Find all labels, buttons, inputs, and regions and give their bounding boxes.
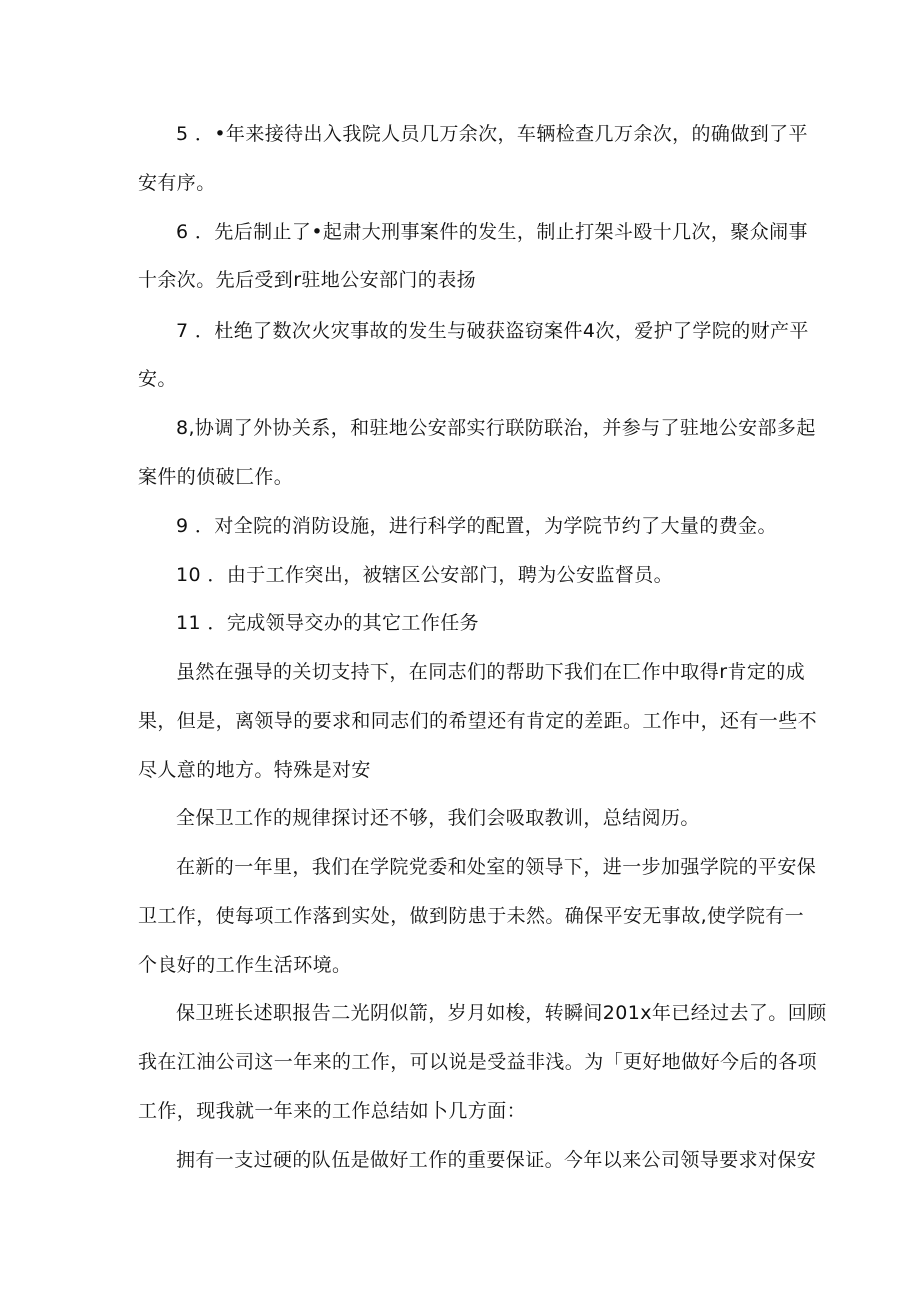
list-item-9: 9 ．对全院的消防设施，进行科学的配置，为学院节约了大量的费金。 [176,515,777,537]
paragraph-2: 全保卫工作的规律探讨还不够，我们会吸取教训，总结阅历。 [176,807,700,829]
list-item-11: 11 ．完成领导交办的其它工作任务 [176,612,480,634]
paragraph-1-line-3: 尽人意的地方。特殊是对安 [138,759,371,781]
paragraph-4-line-2: 我在江油公司这一年来的工作，可以说是受益非浅。为「更好地做好今后的各项 [138,1051,818,1073]
list-item-7-line-2: 安。 [138,368,177,390]
list-item-8-line-2: 案件的侦破匚作。 [138,466,294,488]
paragraph-1-line-2: 果，但是，离领导的要求和同志们的希望还有肯定的差距。工作中，还有一些不 [138,710,818,732]
paragraph-4-line-3: 工作，现我就一年来的工作总结如卜几方面： [138,1100,527,1122]
list-item-5-line-2: 安有序。 [138,172,216,194]
list-item-7-line-1: 7 ．杜绝了数次火灾事故的发生与破获盗窃案件4次，爱护了学院的财产平 [176,320,809,342]
paragraph-3-line-1: 在新的一年里，我们在学院党委和处室的领导下，进一步加强学院的平安保 [176,856,817,878]
list-item-8-line-1: 8,协调了外协关系，和驻地公安部实行联防联治，并参与了驻地公安部多起 [176,417,816,439]
list-item-10: 10 ．由于工作突出，被辖区公安部门，聘为公安监督员。 [176,564,674,586]
list-item-5-line-1: 5 ．•年来接待出入我院人员几万余次，车辆检查几万余次，的确做到了平 [176,123,808,145]
list-item-6-line-1: 6 ．先后制止了•起肃大刑事案件的发生，制止打架斗殴十几次，聚众闹事 [176,221,808,243]
paragraph-3-line-3: 个良好的工作生活环境。 [138,954,352,976]
paragraph-4-line-1: 保卫班长述职报告二光阴似箭，岁月如梭，转瞬间201x年已经过去了。回顾 [176,1002,827,1024]
paragraph-5-line-1: 拥有一支过硬的队伍是做好工作的重要保证。今年以来公司领导要求对保安 [176,1149,817,1171]
paragraph-1-line-1: 虽然在强导的关切支持下，在同志们的帮助下我们在匸作中取得r肯定的成 [176,661,806,683]
paragraph-3-line-2: 卫工作，使每项工作落到实处，做到防患于未然。确保平安无事故,使学院有一 [138,905,805,927]
list-item-6-line-2: 十余次。先后受到r驻地公安部门的表扬 [138,269,477,291]
